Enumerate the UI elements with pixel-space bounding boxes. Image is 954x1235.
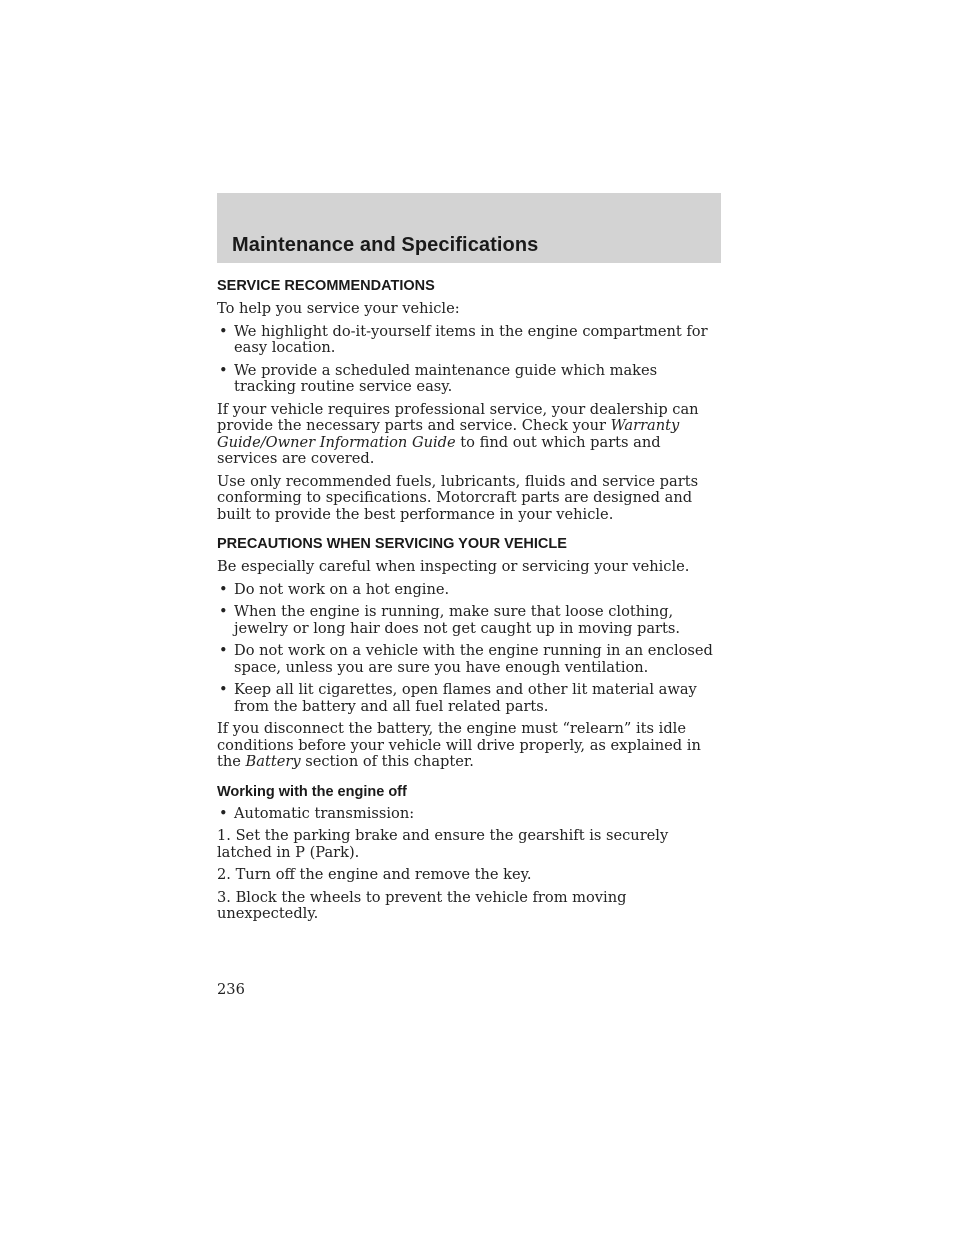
- text-run: If you disconnect the battery, the engine must “relearn” its idle conditions before your vehicle will drive properly, as explained in the: [217, 720, 701, 770]
- warranty-guide-reference: Warranty Guide/Owner Information Guide: [217, 417, 680, 451]
- engine-off-section: [217, 783, 721, 923]
- engine-off-steps: [217, 828, 721, 923]
- page-content: [217, 277, 721, 929]
- engine-off-bullet-list: [217, 806, 721, 823]
- precautions-section: [217, 535, 721, 771]
- list-item: • Do not work on a hot engine.: [217, 582, 721, 599]
- list-item: • We highlight do-it-yourself items in the engine compartment for easy location.: [217, 324, 721, 357]
- recommended-fluids-paragraph: Use only recommended fuels, lubricants, fluids and service parts conforming to specifications. Motorcraft parts are designed and built to provide the best performance in your vehicle.: [217, 472, 699, 523]
- battery-relearn-paragraph: [217, 721, 721, 771]
- professional-service-paragraph: [217, 402, 721, 468]
- chapter-title: Maintenance and Specifications: [232, 234, 539, 256]
- list-item: • We provide a scheduled maintenance guide which makes tracking routine service easy.: [217, 363, 721, 396]
- precautions-heading: PRECAUTIONS WHEN SERVICING YOUR VEHICLE: [217, 536, 567, 552]
- list-item: • Automatic transmission:: [217, 806, 721, 823]
- text-run: to find out which parts and services are covered.: [217, 433, 661, 467]
- list-item: • When the engine is running, make sure that loose clothing, jewelry or long hair does not get caught up in moving parts.: [217, 604, 721, 637]
- battery-section-reference: Battery: [245, 753, 301, 770]
- precautions-intro: Be especially careful when inspecting or servicing your vehicle.: [217, 558, 690, 575]
- service-intro: To help you service your vehicle:: [217, 300, 460, 317]
- list-item: • Do not work on a vehicle with the engine running in an enclosed space, unless you are sure you have enough ventilation.: [217, 643, 721, 676]
- text-run: section of this chapter.: [300, 753, 474, 770]
- step-item: 3. Block the wheels to prevent the vehicle from moving unexpectedly.: [217, 888, 627, 922]
- precautions-bullet-list: [217, 582, 721, 716]
- text-run: If your vehicle requires professional service, your dealership can provide the necessary parts and service. Check your: [217, 400, 699, 434]
- page-number: 236: [217, 981, 245, 998]
- chapter-header: [217, 193, 721, 263]
- service-recommendations-section: [217, 277, 721, 523]
- step-item: 1. Set the parking brake and ensure the gearshift is securely latched in P (Park).: [217, 827, 669, 861]
- service-recommendations-heading: SERVICE RECOMMENDATIONS: [217, 278, 435, 294]
- list-item: • Keep all lit cigarettes, open flames and other lit material away from the battery and all fuel related parts.: [217, 682, 721, 715]
- engine-off-heading: Working with the engine off: [217, 783, 407, 800]
- service-bullet-list: [217, 324, 721, 396]
- step-item: 2. Turn off the engine and remove the key.: [217, 866, 532, 883]
